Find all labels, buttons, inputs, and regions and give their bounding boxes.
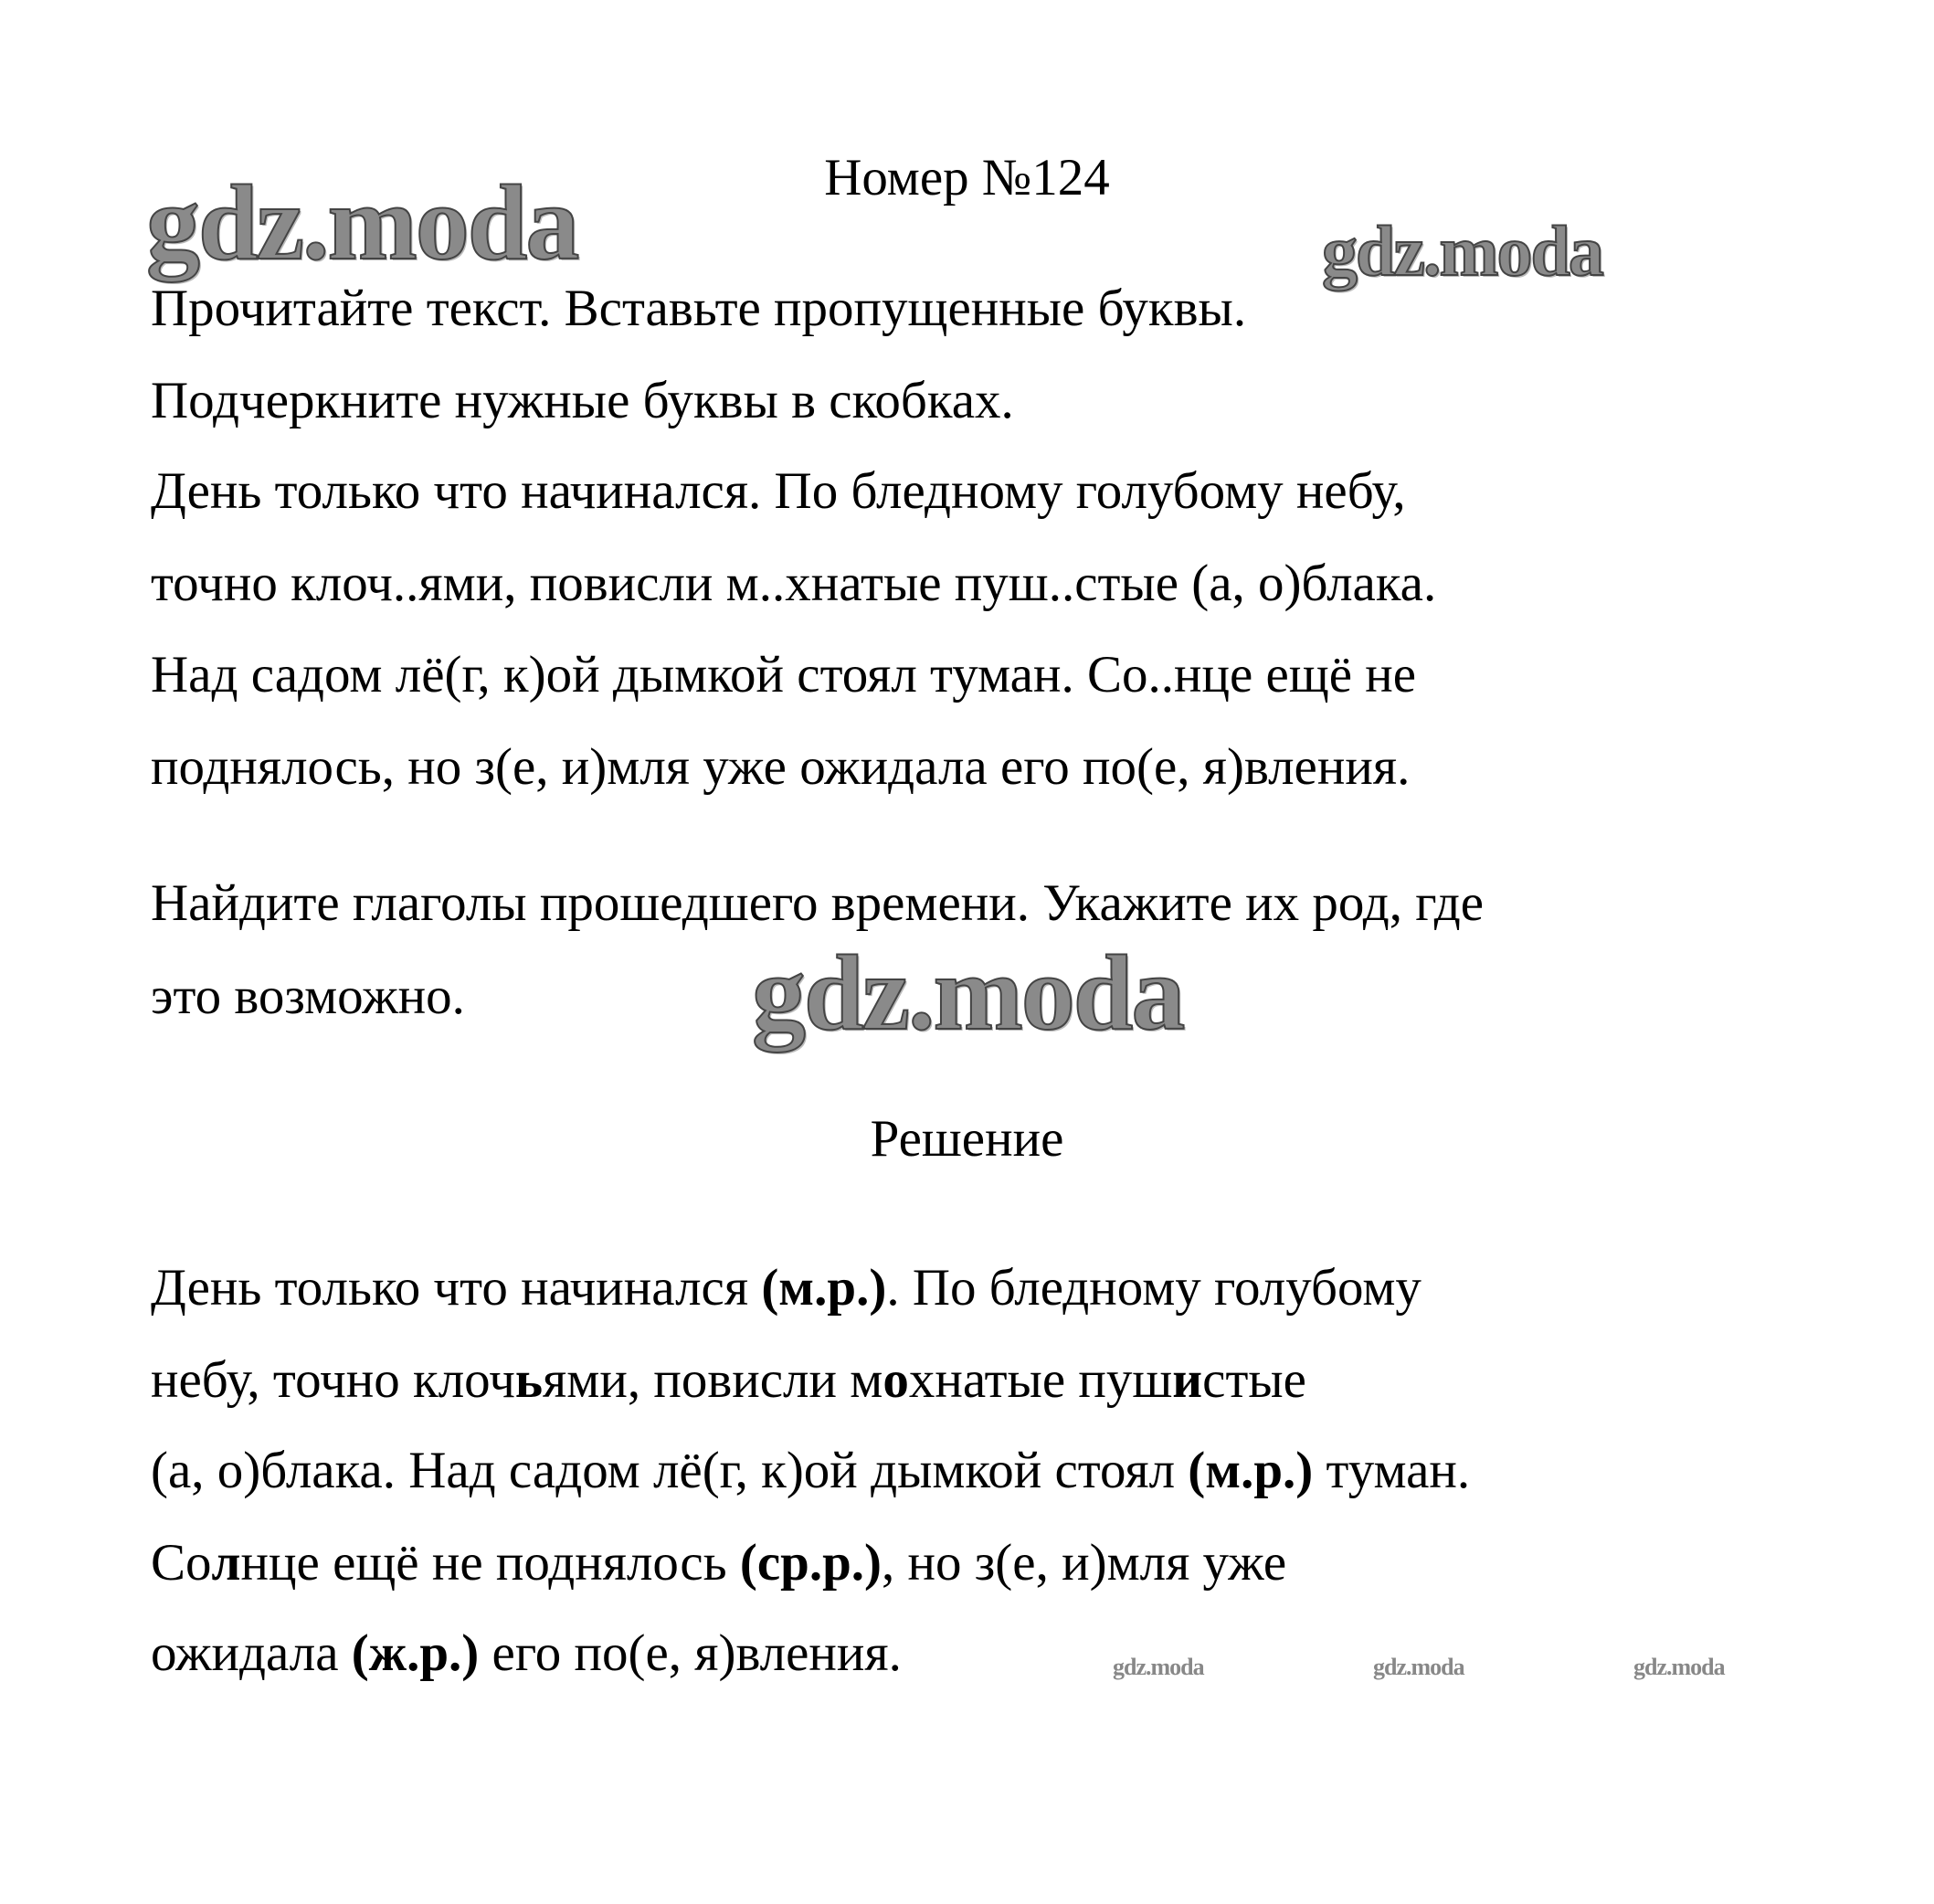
solution-line <box>151 1444 1470 1497</box>
inserted-letter: л <box>211 1534 241 1592</box>
gender-label: (ж.р.) <box>351 1624 480 1682</box>
text: День только что начинался <box>151 1259 762 1317</box>
task-line: Над садом лё(г, к)ой дымкой стоял туман. Со..нце ещё не <box>151 646 1417 703</box>
watermark-logo: gdz.moda <box>1322 211 1602 291</box>
text: (а, о)блака. Над садом лё(г, к)ой дымкой стоял <box>151 1442 1189 1499</box>
text: Со <box>151 1534 212 1592</box>
watermark-small: gdz.moda <box>1113 1654 1204 1680</box>
page-title: Номер №124 <box>824 149 1110 206</box>
solution-line <box>151 1534 1287 1592</box>
watermark-small: gdz.moda <box>1373 1654 1464 1680</box>
text: стые <box>1202 1351 1306 1409</box>
text: ожидала <box>151 1624 352 1682</box>
gender-label: (м.р.) <box>761 1259 887 1317</box>
task-line: Подчеркните нужные буквы в скобках. <box>151 372 1014 429</box>
task-line: точно клоч..ями, повисли м..хнатые пуш..стые (а, о)блака. <box>151 555 1437 612</box>
solution-line <box>151 1351 1306 1409</box>
text: , но з(е, и)мля уже <box>882 1534 1287 1592</box>
solution-line <box>151 1624 902 1682</box>
text: туман. <box>1313 1442 1471 1499</box>
watermark-logo: gdz.moda <box>146 163 578 282</box>
task-line: Прочитайте текст. Вставьте пропущенные буквы. <box>151 280 1247 337</box>
text: хнатые пуш <box>908 1351 1173 1409</box>
task-line: поднялось, но з(е, и)мля уже ожидала его по(е, я)вления. <box>151 738 1411 796</box>
inserted-letter: о <box>882 1351 909 1409</box>
task-line: День только что начинался. По бледному голубому небу, <box>151 462 1406 520</box>
watermark-small: gdz.moda <box>1633 1654 1725 1680</box>
text: небу, точно клоч <box>151 1351 515 1409</box>
question-line: Найдите глаголы прошедшего времени. Укажите их род, где <box>151 874 1485 932</box>
text: ями, повисли м <box>543 1351 883 1409</box>
gender-label: (м.р.) <box>1188 1442 1314 1499</box>
inserted-letter: и <box>1172 1351 1203 1409</box>
solution-heading: Решение <box>870 1110 1064 1168</box>
inserted-letter: ь <box>514 1351 544 1409</box>
solution-line <box>151 1259 1421 1317</box>
gender-label: (ср.р.) <box>739 1534 882 1592</box>
watermark-logo: gdz.moda <box>752 933 1184 1052</box>
text: . По бледному голубому <box>886 1259 1421 1317</box>
text: нце ещё не поднялось <box>240 1534 740 1592</box>
text: его по(е, я)вления. <box>479 1624 902 1682</box>
question-line: это возможно. <box>151 968 465 1025</box>
